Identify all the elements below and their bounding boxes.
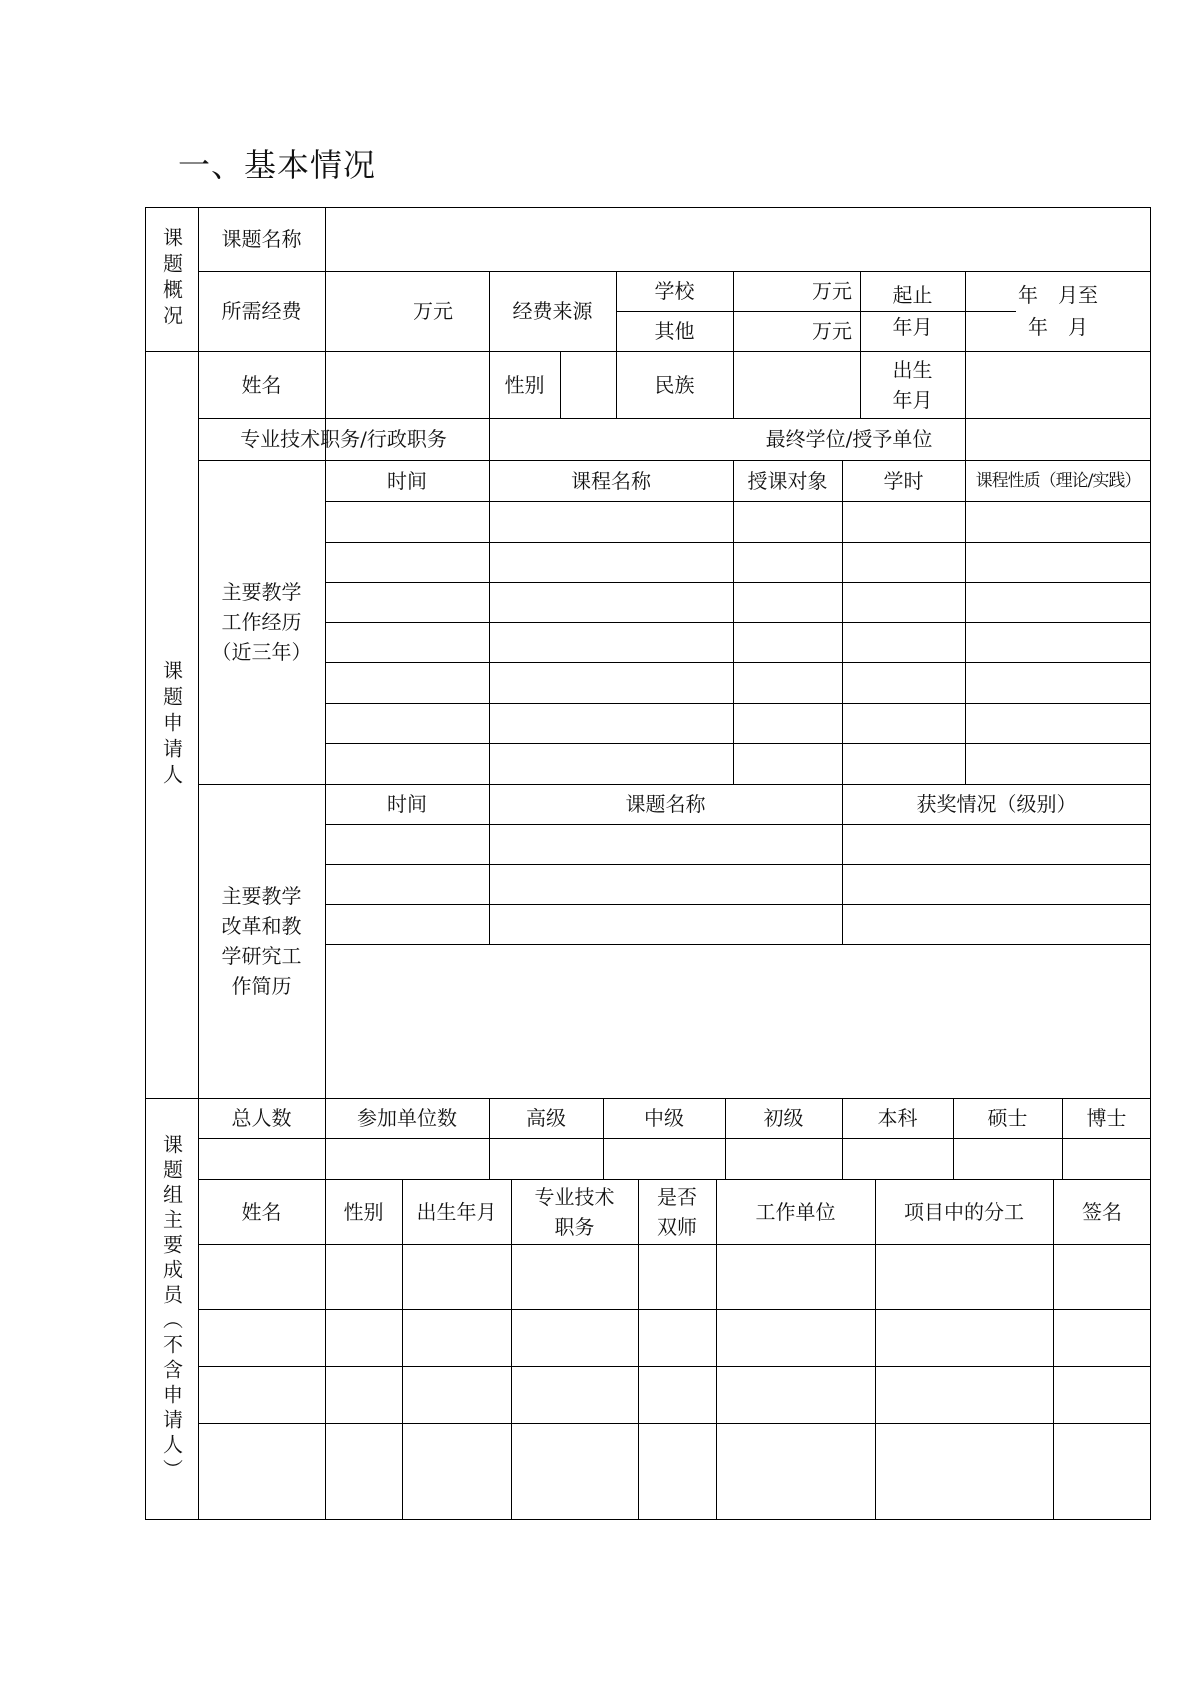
page-heading: 一、基本情况 xyxy=(178,146,377,184)
col-line xyxy=(489,460,490,784)
teaching-header-audience: 授课对象 xyxy=(747,468,828,493)
summary-doctor: 博士 xyxy=(1086,1106,1127,1130)
summary-units: 参加单位数 xyxy=(357,1106,457,1130)
birth-label: 出生 年月 xyxy=(892,357,933,412)
research-notes-field[interactable] xyxy=(325,944,1151,1098)
gender-label: 性别 xyxy=(504,372,545,397)
member-header-role: 项目中的分工 xyxy=(904,1199,1024,1224)
member-header-gender: 性别 xyxy=(343,1199,384,1224)
section-overview-cell xyxy=(145,207,198,351)
col-line xyxy=(733,460,734,784)
col-line xyxy=(842,460,843,784)
row-line xyxy=(198,1244,1151,1245)
period-label: 起止 年月 xyxy=(892,283,933,339)
row-line xyxy=(325,582,1151,583)
member-header-dual: 是否 双师 xyxy=(657,1184,697,1239)
row-line xyxy=(198,1309,1151,1310)
summary-master: 硕士 xyxy=(987,1106,1028,1130)
row-line xyxy=(325,824,1151,825)
research-header-topic: 课题名称 xyxy=(625,792,706,816)
research-header-award: 获奖情况（级别） xyxy=(916,792,1077,816)
degree-label: 最终学位/授予单位 xyxy=(765,427,933,451)
name-label: 姓名 xyxy=(241,372,282,397)
birth-field[interactable] xyxy=(965,351,1151,418)
row-line xyxy=(325,542,1151,543)
teaching-header-nature: 课程性质（理论/实践） xyxy=(975,470,1141,491)
research-header-time: 时间 xyxy=(387,792,427,816)
row-line xyxy=(198,1138,1151,1139)
row-line xyxy=(325,662,1151,663)
row-line xyxy=(198,1366,1151,1367)
source-label: 经费来源 xyxy=(512,299,593,323)
title-label: 专业技术职务/行政职务 xyxy=(240,427,447,451)
member-header-title: 专业技术 职务 xyxy=(534,1184,615,1239)
member-header-name: 姓名 xyxy=(241,1199,282,1224)
summary-total: 总人数 xyxy=(231,1106,292,1130)
topic-name-field[interactable] xyxy=(325,207,1151,271)
other-unit: 万元 xyxy=(812,319,852,343)
application-form xyxy=(145,207,1151,1520)
ethnicity-label: 民族 xyxy=(654,372,695,397)
other-label: 其他 xyxy=(654,319,695,343)
gender-field[interactable] xyxy=(560,351,616,418)
topic-name-label: 课题名称 xyxy=(221,227,302,251)
section-members-cell xyxy=(145,1098,198,1520)
row-line xyxy=(325,622,1151,623)
title-field[interactable] xyxy=(489,418,733,460)
funds-label: 所需经费 xyxy=(221,299,302,323)
row-line xyxy=(198,1423,1151,1424)
ethnicity-field[interactable] xyxy=(733,351,860,418)
name-field[interactable] xyxy=(325,351,489,418)
funds-unit: 万元 xyxy=(413,299,453,323)
row-line xyxy=(325,501,1151,502)
row-line xyxy=(325,904,1151,905)
col-line xyxy=(965,460,966,784)
degree-field[interactable] xyxy=(965,418,1151,460)
school-label: 学校 xyxy=(654,279,695,303)
section-applicant-label: 课题申请人 xyxy=(159,659,184,790)
summary-intermediate: 中级 xyxy=(644,1106,684,1130)
row-line xyxy=(325,864,1151,865)
teaching-header-time: 时间 xyxy=(387,468,427,493)
funds-field[interactable] xyxy=(325,271,489,351)
member-header-birth: 出生年月 xyxy=(416,1199,497,1224)
research-label: 主要教学 改革和教 学研究工 作简历 xyxy=(221,884,302,998)
section-applicant-cell xyxy=(145,351,198,1098)
teaching-label: 主要教学 工作经历 （近三年） xyxy=(211,580,312,664)
period-field[interactable]: 年 月至 年 月 xyxy=(1018,283,1098,339)
summary-senior: 高级 xyxy=(526,1106,566,1130)
member-header-unit: 工作单位 xyxy=(755,1199,836,1224)
summary-junior: 初级 xyxy=(763,1106,804,1130)
teaching-header-course: 课程名称 xyxy=(571,468,651,493)
row-line xyxy=(325,743,1151,744)
teaching-header-hours: 学时 xyxy=(883,468,924,493)
section-overview-label: 课题概况 xyxy=(159,227,184,331)
summary-bachelor: 本科 xyxy=(877,1106,918,1130)
school-funds-field[interactable] xyxy=(733,271,860,311)
other-funds-field[interactable] xyxy=(733,311,860,351)
school-unit: 万元 xyxy=(812,279,852,303)
section-members-label: 课题组主要成员（不含申请人） xyxy=(159,1134,184,1484)
row-line xyxy=(325,703,1151,704)
member-header-sign: 签名 xyxy=(1082,1199,1122,1224)
